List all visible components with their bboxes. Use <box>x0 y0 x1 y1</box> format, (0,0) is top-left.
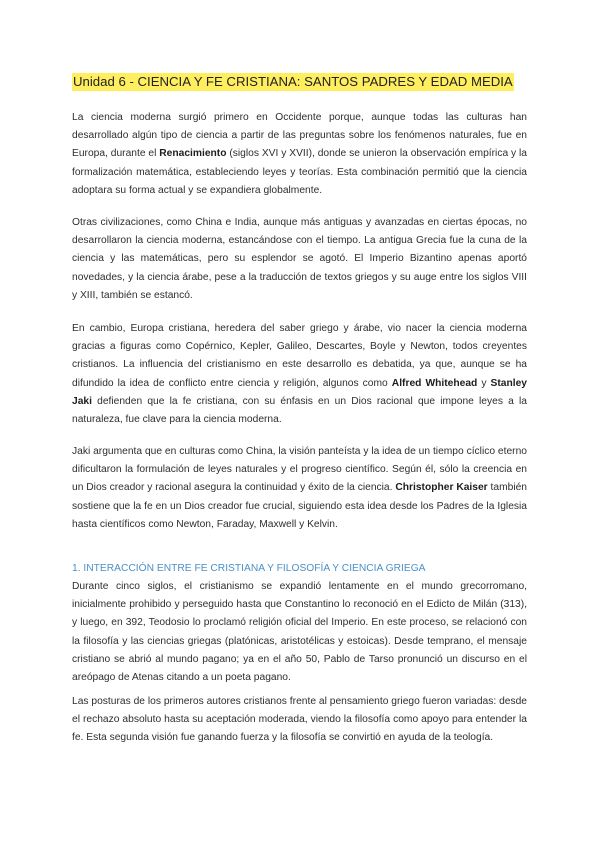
highlighted-title-text: Unidad 6 - CIENCIA Y FE CRISTIANA: SANTOS PADRES Y EDAD MEDIA <box>73 74 513 89</box>
jaki-paragraph <box>72 443 527 534</box>
text-run: también sostiene que la fe en un Dios creador fue crucial, siguiendo esta idea desde los Padres de la Iglesia hasta científicos como Newton, Faraday, Maxwell y Kelvin. <box>72 482 528 530</box>
section-paragraph-1: Durante cinco siglos, el cristianismo se expandió lentamente en el mundo grecorromano, inicialmente prohibido y perseguido hasta que Constantino lo reconoció en el Edicto de Milán (313), y luego, en 392, Teodosio lo proclamó religión oficial del Imperio. En este proceso, se relacionó con la filosofía y las ciencias griegas (platónicas, aristotélicas y estoicas). Desde temprano, el mensaje cristiano se abrió al mundo pagano; ya en el año 50, Pablo de Tarso pronunció un discurso en el areópago de Atenas citando a un poeta pagano. <box>72 581 527 684</box>
section-heading: 1. INTERACCIÓN ENTRE FE CRISTIANA Y FILOSOFÍA Y CIENCIA GRIEGA <box>72 563 426 574</box>
bold-name-jaki: Stanley Jaki <box>72 377 527 407</box>
text-run: y <box>477 377 491 389</box>
intro-paragraph <box>72 109 527 200</box>
page-title <box>72 72 514 92</box>
text-run: (siglos XVI y XVII), donde se unieron la observación empírica y la formalización matemática, estableciendo leyes y teorías. Esta combinación permitió que la ciencia adoptara su forma actual y se expandiera globalmente. <box>72 148 528 196</box>
bold-name-kaiser: Christopher Kaiser <box>395 482 488 494</box>
text-run: La ciencia moderna surgió primero en Occidente porque, aunque todas las culturas han desarrollado algún tipo de ciencia a partir de las preguntas sobre los fenómenos naturales, fue en Europa, durante el <box>72 112 527 160</box>
bold-name-whitehead: Alfred Whitehead <box>391 377 478 389</box>
text-run: En cambio, Europa cristiana, heredera del saber griego y árabe, vio nacer la ciencia moderna gracias a figuras como Copérnico, Kepler, Galileo, Descartes, Boyle y Newton, todos creyentes cristianos. La influencia del cristianismo en este desarrollo es debatida, ya que, aunque se ha difundido la idea de conflicto entre ciencia y religión, algunos como <box>72 323 527 389</box>
bold-term-renacimiento: Renacimiento <box>159 148 227 160</box>
text-run: defienden que la fe cristiana, con su énfasis en un Dios racional que impone leyes a la naturaleza, fue clave para la ciencia moderna. <box>72 395 527 426</box>
christian-europe-paragraph <box>72 320 527 429</box>
civilizations-paragraph <box>72 214 527 305</box>
text-run: Jaki argumenta que en culturas como China, la visión panteísta y la idea de un tiempo cíclico eterno dificultaron la formulación de leyes naturales y el progreso científico. Según él, sólo la creencia en un Dios creador y racional asegura la continuidad y éxito de la ciencia. <box>72 446 527 494</box>
section-paragraph-2: Las posturas de los primeros autores cristianos frente al pensamiento griego fueron variadas: desde el rechazo absoluto hasta su aceptación moderada, viendo la filosofía como apoyo para entender la fe. Esta segunda visión fue ganando fuerza y la filosofía se convirtió en ayuda de la teología. <box>72 696 527 744</box>
text-run: Otras civilizaciones, como China e India, aunque más antiguas y avanzadas en ciertas épocas, no desarrollaron la ciencia moderna, estancándose con el tiempo. La antigua Grecia fue la cuna de la ciencia y las matemáticas, pero su esplendor se agotó. El Imperio Bizantino apenas aportó novedades, y la ciencia árabe, pese a la traducción de textos griegos y su auge entre los siglos VIII y XIII, también se estancó. <box>72 217 527 301</box>
